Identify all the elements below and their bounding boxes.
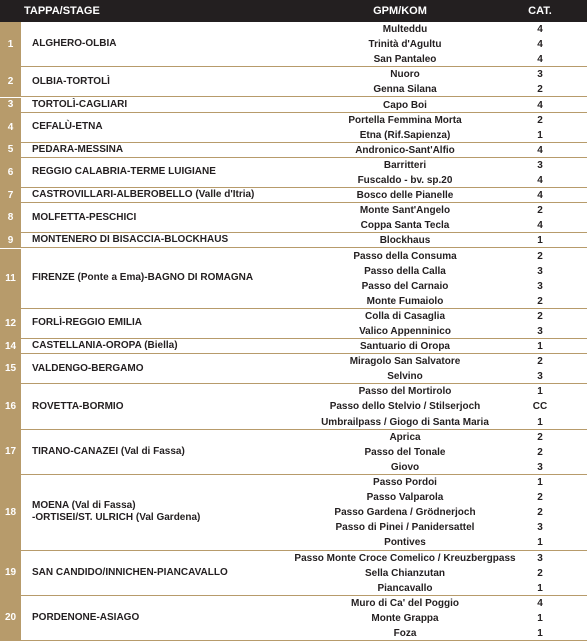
climb-entry xyxy=(270,98,587,113)
stage-name xyxy=(32,143,302,157)
climb-category: 3 xyxy=(537,159,543,171)
table-row xyxy=(0,22,587,67)
climb-entry xyxy=(270,67,587,82)
climb-name: Umbrailpass / Giogo di Santa Maria xyxy=(321,416,489,428)
climb-name: Barritteri xyxy=(383,159,427,171)
climb-entry xyxy=(270,445,587,460)
table-row xyxy=(0,596,587,641)
climb-entry xyxy=(270,460,587,475)
climb-entry xyxy=(270,566,587,581)
climb-category: 1 xyxy=(537,235,543,247)
stage-number: 3 xyxy=(0,98,21,112)
climb-entry xyxy=(270,399,587,414)
stage-number: 20 xyxy=(0,596,21,640)
climb-entry xyxy=(270,535,587,550)
stage-number: 8 xyxy=(0,203,21,232)
climb-entry xyxy=(270,626,587,641)
climb-category: 3 xyxy=(537,280,543,292)
stage-name xyxy=(32,113,302,142)
climb-name: Valico Appenninico xyxy=(359,325,451,337)
climb-name: Selvino xyxy=(387,371,423,383)
climb-entry xyxy=(270,475,587,490)
stage-name-line: CEFALÙ-ETNA xyxy=(32,121,103,133)
stage-name xyxy=(32,67,302,96)
climb-name: Monte Sant'Angelo xyxy=(359,205,451,217)
climb-entry xyxy=(270,339,587,354)
climb-category: 3 xyxy=(537,522,543,534)
stage-name xyxy=(32,249,302,308)
climb-category: 1 xyxy=(537,386,543,398)
climb-name: Multeddu xyxy=(382,24,428,35)
stage-number: 4 xyxy=(0,113,21,142)
climb-entry xyxy=(270,22,587,37)
stage-name-line: MOENA (Val di Fassa) xyxy=(32,500,136,512)
climb-entry xyxy=(270,188,587,203)
table-row xyxy=(0,67,587,97)
climb-category: 1 xyxy=(537,129,543,141)
climb-name: Colla di Casaglia xyxy=(364,310,446,322)
climb-entry xyxy=(270,324,587,339)
climb-name: Trinità d'Agultu xyxy=(368,39,442,51)
stage-number: 12 xyxy=(0,309,21,338)
climb-category: 1 xyxy=(537,582,543,594)
climb-name: Sella Chianzutan xyxy=(364,567,445,579)
stage-name-line: SAN CANDIDO/INNICHEN-PIANCAVALLO xyxy=(32,566,228,578)
climb-category: 2 xyxy=(537,356,543,368)
climb-name: Nuoro xyxy=(390,69,420,81)
climb-category: 4 xyxy=(537,39,543,51)
header-stage: TAPPA/STAGE xyxy=(24,5,100,17)
climb-name: Portella Femmina Morta xyxy=(348,114,462,126)
stage-number: 6 xyxy=(0,158,21,187)
climb-entry xyxy=(270,369,587,384)
climb-entry xyxy=(270,249,587,264)
climb-entry xyxy=(270,551,587,566)
climb-entry xyxy=(270,158,587,173)
table-row xyxy=(0,309,587,339)
climb-name: Pontives xyxy=(384,537,426,549)
climb-category: 3 xyxy=(537,325,543,337)
climb-entry xyxy=(270,294,587,309)
climb-name: San Pantaleo xyxy=(373,54,437,66)
climb-entry xyxy=(270,218,587,233)
stage-number: 7 xyxy=(0,188,21,202)
climb-category: 3 xyxy=(537,265,543,277)
climb-entry xyxy=(270,203,587,218)
stage-name xyxy=(32,188,302,202)
climb-category: 2 xyxy=(537,250,543,262)
climb-entry xyxy=(270,596,587,611)
stage-name xyxy=(32,309,302,338)
climb-category: 1 xyxy=(537,627,543,639)
stage-name-line: -ORTISEI/ST. ULRICH (Val Gardena) xyxy=(32,512,201,524)
stage-name xyxy=(32,354,302,383)
stage-name-line: CASTELLANIA-OROPA (Biella) xyxy=(32,340,178,352)
stage-number: 11 xyxy=(0,249,21,308)
climb-category: 2 xyxy=(537,567,543,579)
climb-category: 2 xyxy=(537,492,543,504)
table-row xyxy=(0,143,587,158)
stage-name-line: MOLFETTA-PESCHICI xyxy=(32,211,137,223)
header-cat: CAT. xyxy=(528,5,552,17)
stage-number: 15 xyxy=(0,354,21,383)
table-row xyxy=(0,98,587,113)
climb-name: Passo Monte Croce Comelico / Kreuzbergpass xyxy=(294,552,516,564)
stage-number: 1 xyxy=(0,22,21,66)
climb-category: 1 xyxy=(537,341,543,353)
table-row xyxy=(0,354,587,384)
climb-entry xyxy=(270,384,587,399)
stage-name-line: ALGHERO-OLBIA xyxy=(32,38,117,50)
climb-category: 3 xyxy=(537,552,543,564)
climb-name: Passo del Mortirolo xyxy=(358,386,452,398)
table-row xyxy=(0,158,587,188)
climb-category: 2 xyxy=(537,205,543,217)
climb-entry xyxy=(270,430,587,445)
stage-name-line: REGGIO CALABRIA-TERME LUIGIANE xyxy=(32,166,216,178)
climb-category: 3 xyxy=(537,69,543,81)
stage-name xyxy=(32,475,302,550)
climb-category: 1 xyxy=(537,477,543,488)
climb-entry xyxy=(270,264,587,279)
climb-name: Blockhaus xyxy=(379,235,431,247)
climb-name: Santuario di Oropa xyxy=(359,341,450,353)
stage-number: 19 xyxy=(0,551,21,595)
climb-entry xyxy=(270,52,587,67)
table-row xyxy=(0,339,587,354)
stage-name xyxy=(32,98,302,112)
climb-name: Andronico-Sant'Alfio xyxy=(355,144,455,156)
climb-category: CC xyxy=(532,401,548,413)
climb-category: 2 xyxy=(537,84,543,96)
table-row xyxy=(0,203,587,233)
stage-number: 9 xyxy=(0,233,21,247)
climb-name: Passo Valparola xyxy=(366,492,444,504)
table-row xyxy=(0,384,587,429)
climb-name: Muro di Ca' del Poggio xyxy=(351,597,459,609)
climb-category: 4 xyxy=(537,54,543,66)
climb-name: Fuscaldo - bv. sp.20 xyxy=(357,174,453,186)
climb-category: 3 xyxy=(537,371,543,383)
stage-name-line: PEDARA-MESSINA xyxy=(32,143,124,155)
stage-name xyxy=(32,596,302,640)
stage-number: 2 xyxy=(0,67,21,96)
climb-name: Etna (Rif.Sapienza) xyxy=(359,129,451,141)
stage-name xyxy=(32,430,302,474)
climb-name: Foza xyxy=(393,627,417,639)
climb-category: 1 xyxy=(537,612,543,624)
stage-name xyxy=(32,233,302,247)
stage-name xyxy=(32,384,302,428)
climb-category: 4 xyxy=(537,190,543,202)
climb-entry xyxy=(270,37,587,52)
stage-name-line: OLBIA-TORTOLÌ xyxy=(32,75,110,87)
stage-number: 16 xyxy=(0,384,21,428)
climb-name: Passo della Consuma xyxy=(353,250,457,262)
climb-category: 4 xyxy=(537,24,543,35)
climb-entry xyxy=(270,611,587,626)
table-row xyxy=(0,113,587,143)
table-row xyxy=(0,233,587,248)
stage-name-line: VALDENGO-BERGAMO xyxy=(32,362,144,374)
climb-category: 2 xyxy=(537,431,543,443)
climb-entry xyxy=(270,113,587,128)
table-header xyxy=(0,0,587,22)
stage-name-line: ROVETTA-BORMIO xyxy=(32,400,124,412)
climb-name: Monte Fumaiolo xyxy=(366,295,444,307)
stage-number: 18 xyxy=(0,475,21,550)
climb-name: Monte Grappa xyxy=(371,612,439,624)
table-row xyxy=(0,551,587,596)
stage-name-line: TORTOLÌ-CAGLIARI xyxy=(32,98,128,110)
stage-name xyxy=(32,339,302,353)
climb-name: Giovo xyxy=(390,461,420,473)
climb-entry xyxy=(270,581,587,596)
climb-entry xyxy=(270,505,587,520)
climb-category: 4 xyxy=(537,144,543,156)
climb-name: Capo Boi xyxy=(383,99,427,111)
climb-category: 2 xyxy=(537,310,543,322)
table-row xyxy=(0,475,587,551)
climb-entry xyxy=(270,490,587,505)
climb-category: 2 xyxy=(537,507,543,519)
climb-category: 2 xyxy=(537,295,543,307)
stage-name-line: PORDENONE-ASIAGO xyxy=(32,611,140,623)
climb-entry xyxy=(270,520,587,535)
climb-category: 3 xyxy=(537,461,543,473)
climb-entry xyxy=(270,173,587,188)
climb-name: Coppa Santa Tecla xyxy=(360,220,450,232)
climb-entry xyxy=(270,279,587,294)
climb-category: 1 xyxy=(537,537,543,549)
climb-entry xyxy=(270,309,587,324)
climb-category: 1 xyxy=(537,416,543,428)
stage-name xyxy=(32,551,302,595)
climb-category: 4 xyxy=(537,220,543,232)
stage-number: 17 xyxy=(0,430,21,474)
stage-name xyxy=(32,203,302,232)
climb-name: Aprica xyxy=(389,431,421,443)
climb-name: Genna Silana xyxy=(373,84,437,96)
climb-category: 4 xyxy=(537,597,543,609)
climb-name: Passo dello Stelvio / Stilserjoch xyxy=(329,401,481,413)
table-row xyxy=(0,188,587,203)
climb-name: Passo di Pinei / Panidersattel xyxy=(335,522,475,534)
climb-entry xyxy=(270,128,587,143)
climb-category: 2 xyxy=(537,114,543,126)
climb-name: Passo della Calla xyxy=(364,265,446,277)
climb-category: 4 xyxy=(537,174,543,186)
climb-name: Passo Pordoi xyxy=(373,477,437,488)
header-kom: GPM/KOM xyxy=(373,5,427,17)
climb-name: Piancavallo xyxy=(377,582,433,594)
climb-entry xyxy=(270,415,587,430)
climb-name: Miragolo San Salvatore xyxy=(349,356,461,368)
stage-name-line: TIRANO-CANAZEI (Val di Fassa) xyxy=(32,445,185,457)
stage-name-line: MONTENERO DI BISACCIA-BLOCKHAUS xyxy=(32,234,229,246)
stage-name xyxy=(32,22,302,66)
stage-number: 14 xyxy=(0,339,21,353)
stage-name-line: CASTROVILLARI-ALBEROBELLO (Valle d'Itria) xyxy=(32,189,255,201)
climb-entry xyxy=(270,233,587,248)
climb-name: Passo del Carnaio xyxy=(361,280,449,292)
climb-name: Bosco delle Pianelle xyxy=(356,190,454,202)
climb-entry xyxy=(270,354,587,369)
climb-entry xyxy=(270,82,587,97)
climb-entry xyxy=(270,143,587,158)
stage-name-line: FIRENZE (Ponte a Ema)-BAGNO DI ROMAGNA xyxy=(32,272,254,284)
climb-name: Passo Gardena / Grödnerjoch xyxy=(334,507,476,519)
table-row xyxy=(0,430,587,475)
stage-number: 5 xyxy=(0,143,21,157)
climb-category: 4 xyxy=(537,99,543,111)
climb-category: 2 xyxy=(537,446,543,458)
stage-name xyxy=(32,158,302,187)
table-row xyxy=(0,249,587,309)
climb-name: Passo del Tonale xyxy=(364,446,446,458)
stage-name-line: FORLÌ-REGGIO EMILIA xyxy=(32,317,142,329)
